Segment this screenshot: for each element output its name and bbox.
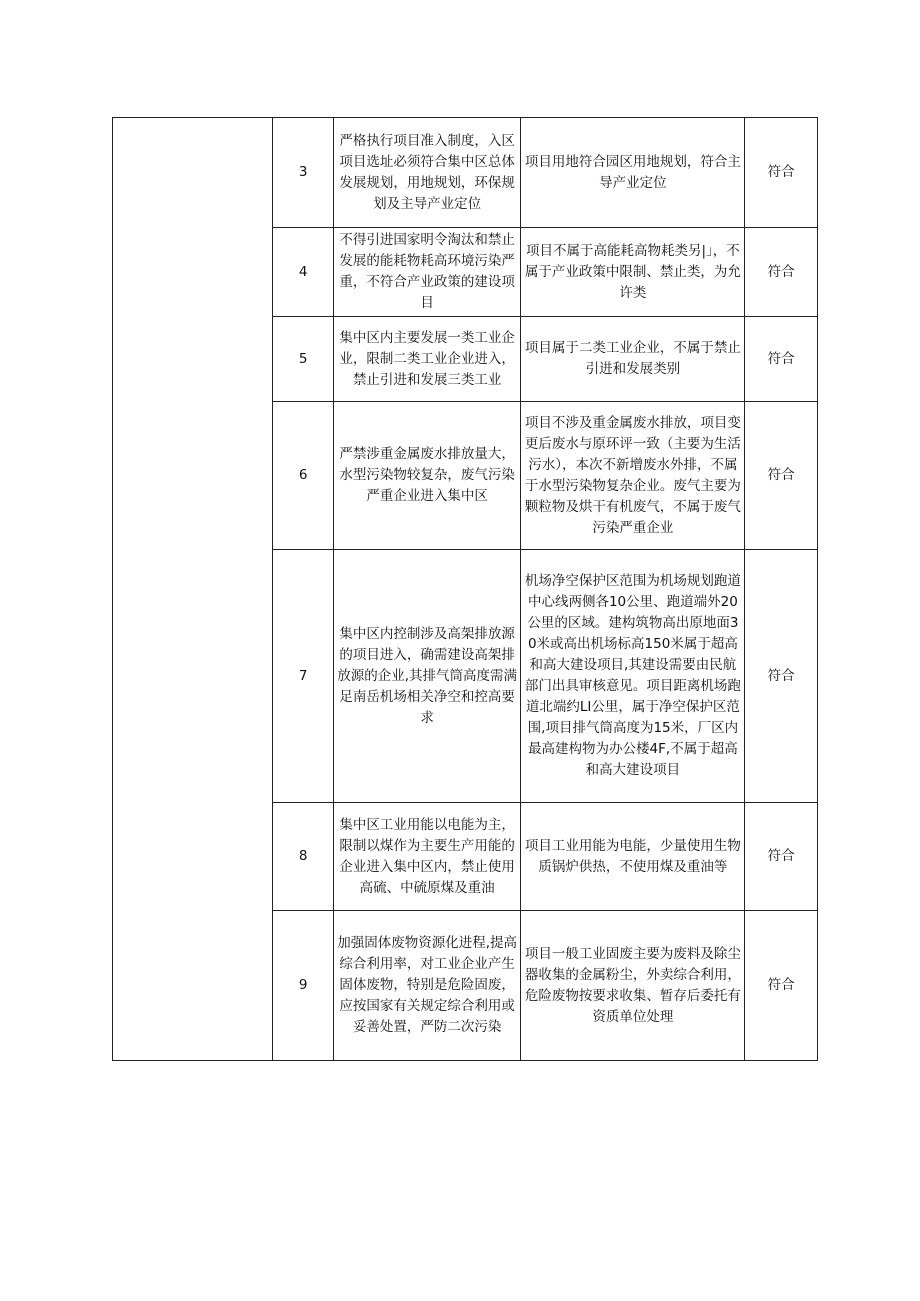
row-number: 3 (273, 118, 334, 228)
result-cell: 符合 (745, 317, 818, 402)
result-cell: 符合 (745, 228, 818, 317)
category-cell (113, 118, 273, 1061)
situation-cell: 项目不属于高能耗高物耗类另|」，不属于产业政策中限制、禁止类，为允许类 (521, 228, 745, 317)
requirement-cell: 集中区内主要发展一类工业企业，限制二类工业企业进入，禁止引进和发展三类工业 (333, 317, 521, 402)
row-number: 7 (273, 550, 334, 803)
result-cell: 符合 (745, 402, 818, 550)
situation-cell: 项目用地符合园区用地规划，符合主导产业定位 (521, 118, 745, 228)
result-cell: 符合 (745, 911, 818, 1061)
situation-cell: 项目不涉及重金属废水排放，项目变更后废水与原环评一致（主要为生活污水），本次不新增废水外排，不属于水型污染物复杂企业。废气主要为颗粒物及烘干有机废气，不属于废气污染严重企业 (521, 402, 745, 550)
row-number: 4 (273, 228, 334, 317)
result-cell: 符合 (745, 118, 818, 228)
requirement-cell: 集中区内控制涉及高架排放源的项目进入，确需建设高架排放源的企业,其排气筒高度需满足南岳机场相关净空和控高要求 (333, 550, 521, 803)
situation-cell: 项目工业用能为电能，少量使用生物质锅炉供热，不使用煤及重油等 (521, 803, 745, 911)
compliance-table (112, 117, 818, 1061)
row-number: 9 (273, 911, 334, 1061)
row-number: 5 (273, 317, 334, 402)
row-number: 8 (273, 803, 334, 911)
situation-cell: 项目一般工业固废主要为废料及除尘器收集的金属粉尘，外卖综合利用，危险废物按要求收集、暂存后委托有资质单位处理 (521, 911, 745, 1061)
requirement-cell: 集中区工业用能以电能为主，限制以煤作为主要生产用能的企业进入集中区内，禁止使用高硫、中硫原煤及重油 (333, 803, 521, 911)
requirement-cell: 不得引进国家明令淘汰和禁止发展的能耗物耗高环境污染严重，不符合产业政策的建设项目 (333, 228, 521, 317)
row-number: 6 (273, 402, 334, 550)
situation-cell: 机场净空保护区范围为机场规划跑道中心线两侧各10公里、跑道端外20公里的区域。建构筑物高出原地面30米或高出机场标高150米属于超高和高大建设项目,其建设需要由民航部门出具审核意见。项目距离机场跑道北端约LI公里，属于净空保护区范围,项目排气筒高度为15米，厂区内最高建构物为办公楼4F,不属于超高和高大建设项目 (521, 550, 745, 803)
result-cell: 符合 (745, 550, 818, 803)
requirement-cell: 严禁涉重金属废水排放量大，水型污染物较复杂，废气污染严重企业进入集中区 (333, 402, 521, 550)
requirement-cell: 加强固体废物资源化进程,提高综合利用率，对工业企业产生固体废物，特别是危险固废，应按国家有关规定综合利用或妥善处置，严防二次污染 (333, 911, 521, 1061)
table-row (113, 118, 818, 228)
requirement-cell: 严格执行项目准入制度，入区项目选址必须符合集中区总体发展规划，用地规划，环保规划及主导产业定位 (333, 118, 521, 228)
situation-cell: 项目属于二类工业企业，不属于禁止引进和发展类别 (521, 317, 745, 402)
result-cell: 符合 (745, 803, 818, 911)
